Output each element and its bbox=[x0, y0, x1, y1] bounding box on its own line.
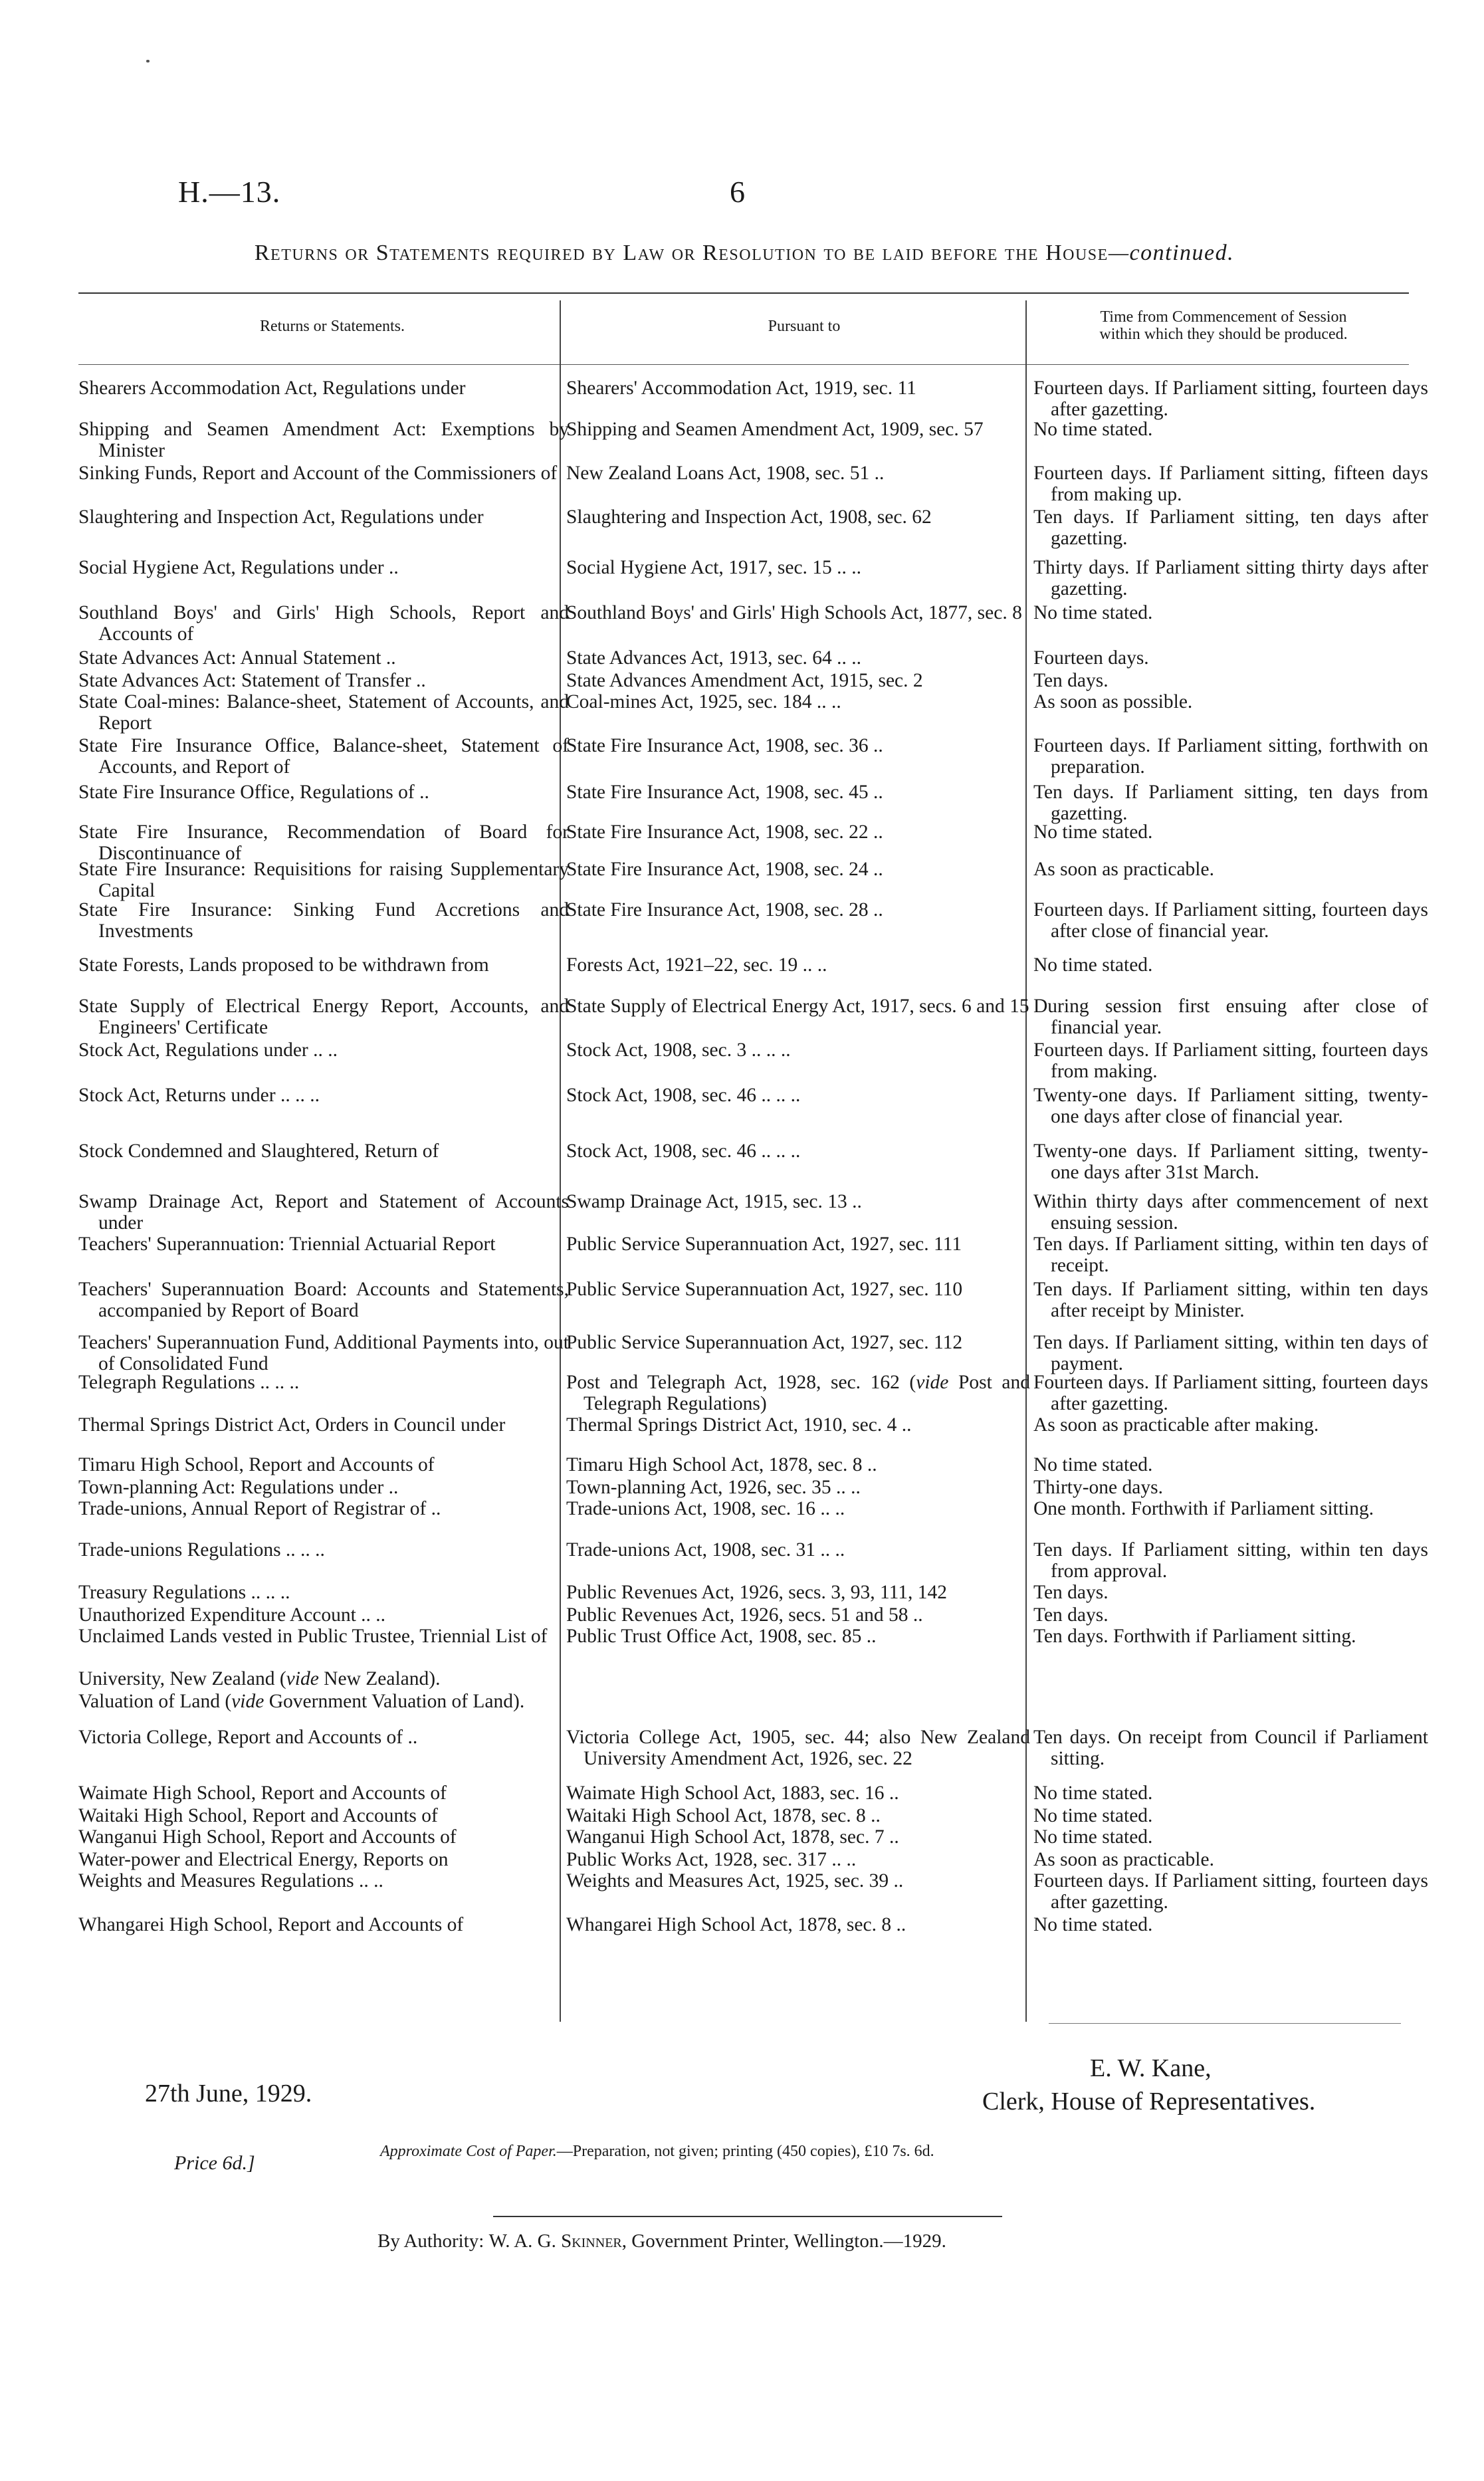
pursuant-cell: Victoria College Act, 1905, sec. 44; also New Zealand University Amendment Act, 1926, sec. 22 bbox=[566, 1727, 1030, 1769]
authority-suffix: , Government Printer, Wellington.—1929. bbox=[621, 2230, 946, 2252]
return-cell: State Coal-mines: Balance-sheet, Statement of Accounts, and Report bbox=[78, 691, 569, 734]
printer-name: W. A. G. Skinner bbox=[488, 2230, 622, 2252]
time-cell: Thirty-one days. bbox=[1033, 1477, 1163, 1498]
end-rule bbox=[1049, 2023, 1401, 2024]
pursuant-cell: New Zealand Loans Act, 1908, sec. 51 .. bbox=[566, 463, 885, 484]
pursuant-cell: Shipping and Seamen Amendment Act, 1909, sec. 57 bbox=[566, 419, 984, 440]
return-cell: Southland Boys' and Girls' High Schools, Report and Accounts of bbox=[78, 602, 569, 645]
pursuant-cell: Forests Act, 1921–22, sec. 19 .. .. bbox=[566, 954, 827, 976]
return-cell: Swamp Drainage Act, Report and Statement of Accounts under bbox=[78, 1191, 569, 1234]
return-cell: Shipping and Seamen Amendment Act: Exemptions by Minister bbox=[78, 419, 569, 461]
pursuant-cell: State Fire Insurance Act, 1908, sec. 22 .. bbox=[566, 821, 883, 843]
time-cell: No time stated. bbox=[1033, 602, 1153, 623]
pursuant-cell: Shearers' Accommodation Act, 1919, sec. 11 bbox=[566, 378, 916, 399]
pursuant-cell: Post and Telegraph Act, 1928, sec. 162 (vide Post and Telegraph Regulations) bbox=[566, 1372, 1030, 1414]
title-text: Returns or Statements required by Law or Resolution to be laid before the House bbox=[254, 241, 1109, 265]
pursuant-cell: Trade-unions Act, 1908, sec. 16 .. .. bbox=[566, 1498, 845, 1519]
page-number: 6 bbox=[730, 175, 745, 209]
return-cell: Shearers Accommodation Act, Regulations under bbox=[78, 378, 466, 399]
cost-text: —Preparation, not given; printing (450 copies), £10 7s. 6d. bbox=[556, 2143, 934, 2160]
return-cell: Victoria College, Report and Accounts of .. bbox=[78, 1727, 418, 1748]
pursuant-cell: Public Works Act, 1928, sec. 317 .. .. bbox=[566, 1849, 857, 1870]
time-cell: As soon as practicable after making. bbox=[1033, 1414, 1319, 1436]
pursuant-cell: Town-planning Act, 1926, sec. 35 .. .. bbox=[566, 1477, 861, 1498]
time-cell: No time stated. bbox=[1033, 1454, 1153, 1475]
time-cell: Ten days. If Parliament sitting, ten days from gazetting. bbox=[1033, 782, 1428, 824]
time-header-line1: Time from Commencement of Session bbox=[1100, 308, 1347, 326]
time-cell: Ten days. bbox=[1033, 670, 1109, 691]
time-cell: During session first ensuing after close of financial year. bbox=[1033, 996, 1428, 1038]
return-cell: University, New Zealand (vide New Zealand). bbox=[78, 1668, 441, 1689]
page-title bbox=[93, 241, 1396, 266]
return-cell: State Fire Insurance Office, Regulations of .. bbox=[78, 782, 429, 803]
pursuant-cell: State Fire Insurance Act, 1908, sec. 36 .. bbox=[566, 735, 883, 756]
time-cell: Fourteen days. bbox=[1033, 647, 1149, 669]
authority-prefix: By Authority: bbox=[377, 2230, 484, 2252]
paper-reference: H.—13. bbox=[178, 175, 281, 209]
time-cell: Within thirty days after commencement of next ensuing session. bbox=[1033, 1191, 1428, 1234]
return-cell: State Fire Insurance, Recommendation of Board for Discontinuance of bbox=[78, 821, 569, 864]
time-cell: Ten days. Forthwith if Parliament sitting. bbox=[1033, 1626, 1356, 1647]
return-cell: Waitaki High School, Report and Accounts of bbox=[78, 1805, 438, 1826]
time-cell: No time stated. bbox=[1033, 1826, 1153, 1848]
approximate-cost bbox=[380, 2143, 934, 2161]
price: Price 6d.] bbox=[174, 2152, 255, 2174]
time-cell: Ten days. bbox=[1033, 1582, 1109, 1603]
return-cell: Valuation of Land (vide Government Valuation of Land). bbox=[78, 1691, 525, 1712]
pursuant-cell: State Advances Act, 1913, sec. 64 .. .. bbox=[566, 647, 862, 669]
authority-rule bbox=[493, 2216, 1002, 2217]
return-cell: Stock Act, Returns under .. .. .. bbox=[78, 1085, 320, 1106]
return-cell: State Supply of Electrical Energy Report, Accounts, and Engineers' Certificate bbox=[78, 996, 569, 1038]
pursuant-cell: Waimate High School Act, 1883, sec. 16 .. bbox=[566, 1782, 899, 1804]
pursuant-cell: Stock Act, 1908, sec. 3 .. .. .. bbox=[566, 1039, 791, 1061]
pursuant-cell: Slaughtering and Inspection Act, 1908, sec. 62 bbox=[566, 506, 932, 528]
pursuant-cell: Stock Act, 1908, sec. 46 .. .. .. bbox=[566, 1085, 801, 1106]
authority-line bbox=[377, 2230, 946, 2252]
return-cell: Treasury Regulations .. .. .. bbox=[78, 1582, 290, 1603]
return-cell: Whangarei High School, Report and Accounts of bbox=[78, 1914, 464, 1935]
return-cell: Timaru High School, Report and Accounts of bbox=[78, 1454, 435, 1475]
time-cell: Ten days. bbox=[1033, 1604, 1109, 1626]
pursuant-cell: Waitaki High School Act, 1878, sec. 8 .. bbox=[566, 1805, 881, 1826]
return-cell: Teachers' Superannuation Board: Accounts and Statements, accompanied by Report of Board bbox=[78, 1279, 569, 1321]
return-cell: State Fire Insurance: Requisitions for raising Supplementary Capital bbox=[78, 859, 569, 901]
time-cell: Ten days. If Parliament sitting, within ten days of receipt. bbox=[1033, 1234, 1428, 1276]
pursuant-cell: Stock Act, 1908, sec. 46 .. .. .. bbox=[566, 1140, 801, 1162]
return-cell: State Advances Act: Statement of Transfer .. bbox=[78, 670, 426, 691]
time-cell: Ten days. If Parliament sitting, within ten days after receipt by Minister. bbox=[1033, 1279, 1428, 1321]
pursuant-cell: Public Service Superannuation Act, 1927, sec. 110 bbox=[566, 1279, 963, 1300]
return-cell: Trade-unions, Annual Report of Registrar of .. bbox=[78, 1498, 441, 1519]
time-cell: One month. Forthwith if Parliament sitting. bbox=[1033, 1498, 1374, 1519]
cost-label: Approximate Cost of Paper. bbox=[380, 2143, 557, 2160]
return-cell: Stock Condemned and Slaughtered, Return of bbox=[78, 1140, 439, 1162]
pursuant-cell: Social Hygiene Act, 1917, sec. 15 .. .. bbox=[566, 557, 862, 578]
document-date: 27th June, 1929. bbox=[145, 2080, 312, 2107]
time-cell: Fourteen days. If Parliament sitting, fourteen days after close of financial year. bbox=[1033, 899, 1428, 942]
pursuant-cell: Wanganui High School Act, 1878, sec. 7 .. bbox=[566, 1826, 899, 1848]
pursuant-cell: Coal-mines Act, 1925, sec. 184 .. .. bbox=[566, 691, 841, 712]
return-cell: Trade-unions Regulations .. .. .. bbox=[78, 1539, 325, 1561]
return-cell: State Forests, Lands proposed to be withdrawn from bbox=[78, 954, 489, 976]
time-cell: Ten days. On receipt from Council if Parliament sitting. bbox=[1033, 1727, 1428, 1769]
time-cell: Fourteen days. If Parliament sitting, fifteen days from making up. bbox=[1033, 463, 1428, 505]
time-cell: Fourteen days. If Parliament sitting, fourteen days after gazetting. bbox=[1033, 1372, 1428, 1414]
time-cell: No time stated. bbox=[1033, 419, 1153, 440]
time-cell: As soon as practicable. bbox=[1033, 859, 1214, 880]
time-cell: Twenty-one days. If Parliament sitting, twenty-one days after 31st March. bbox=[1033, 1140, 1428, 1183]
pursuant-cell: Southland Boys' and Girls' High Schools Act, 1877, sec. 8 bbox=[566, 602, 1022, 623]
return-cell: Teachers' Superannuation: Triennial Actuarial Report bbox=[78, 1234, 496, 1255]
return-cell: Unauthorized Expenditure Account .. .. bbox=[78, 1604, 386, 1626]
clerk-role: Clerk, House of Representatives. bbox=[982, 2088, 1316, 2115]
title-suffix: —continued. bbox=[1108, 241, 1235, 265]
time-cell: Fourteen days. If Parliament sitting, fourteen days after gazetting. bbox=[1033, 1870, 1428, 1913]
return-cell: State Fire Insurance Office, Balance-sheet, Statement of Accounts, and Report of bbox=[78, 735, 569, 778]
column-header-time bbox=[1034, 308, 1413, 343]
time-cell: No time stated. bbox=[1033, 1914, 1153, 1935]
return-cell: Water-power and Electrical Energy, Reports on bbox=[78, 1849, 449, 1870]
time-cell: No time stated. bbox=[1033, 821, 1153, 843]
return-cell: Thermal Springs District Act, Orders in Council under bbox=[78, 1414, 506, 1436]
pursuant-cell: Public Trust Office Act, 1908, sec. 85 .. bbox=[566, 1626, 877, 1647]
return-cell: Stock Act, Regulations under .. .. bbox=[78, 1039, 338, 1061]
time-cell: Fourteen days. If Parliament sitting, fourteen days after gazetting. bbox=[1033, 378, 1428, 420]
time-cell: Twenty-one days. If Parliament sitting, twenty-one days after close of financial year. bbox=[1033, 1085, 1428, 1127]
return-cell: Weights and Measures Regulations .. .. bbox=[78, 1870, 383, 1891]
return-cell: Teachers' Superannuation Fund, Additional Payments into, out of Consolidated Fund bbox=[78, 1332, 569, 1374]
time-cell: Ten days. If Parliament sitting, ten days after gazetting. bbox=[1033, 506, 1428, 549]
return-cell: Town-planning Act: Regulations under .. bbox=[78, 1477, 399, 1498]
return-cell: Social Hygiene Act, Regulations under .. bbox=[78, 557, 399, 578]
pursuant-cell: State Supply of Electrical Energy Act, 1917, secs. 6 and 15 bbox=[566, 996, 1029, 1017]
return-cell: State Advances Act: Annual Statement .. bbox=[78, 647, 396, 669]
time-cell: Ten days. If Parliament sitting, within ten days from approval. bbox=[1033, 1539, 1428, 1582]
pursuant-cell: Public Service Superannuation Act, 1927, sec. 111 bbox=[566, 1234, 962, 1255]
pursuant-cell: Public Revenues Act, 1926, secs. 51 and 58 .. bbox=[566, 1604, 923, 1626]
pursuant-cell: State Fire Insurance Act, 1908, sec. 28 .. bbox=[566, 899, 883, 920]
return-cell: Sinking Funds, Report and Account of the Commissioners of bbox=[78, 463, 558, 484]
time-cell: As soon as possible. bbox=[1033, 691, 1193, 712]
clerk-name: E. W. Kane, bbox=[1090, 2054, 1212, 2082]
pursuant-cell: Public Service Superannuation Act, 1927, sec. 112 bbox=[566, 1332, 963, 1353]
time-cell: Ten days. If Parliament sitting, within ten days of payment. bbox=[1033, 1332, 1428, 1374]
time-cell: Fourteen days. If Parliament sitting, fourteen days from making. bbox=[1033, 1039, 1428, 1082]
pursuant-cell: Timaru High School Act, 1878, sec. 8 .. bbox=[566, 1454, 877, 1475]
pursuant-cell: Thermal Springs District Act, 1910, sec. 4 .. bbox=[566, 1414, 912, 1436]
header-bottom-rule bbox=[78, 364, 1409, 365]
pursuant-cell: State Fire Insurance Act, 1908, sec. 45 .. bbox=[566, 782, 883, 803]
time-cell: Thirty days. If Parliament sitting thirty days after gazetting. bbox=[1033, 557, 1428, 599]
time-cell: As soon as practicable. bbox=[1033, 1849, 1214, 1870]
return-cell: Unclaimed Lands vested in Public Trustee, Triennial List of bbox=[78, 1626, 548, 1647]
return-cell: State Fire Insurance: Sinking Fund Accretions and Investments bbox=[78, 899, 569, 942]
time-cell: No time stated. bbox=[1033, 1805, 1153, 1826]
pursuant-cell: Trade-unions Act, 1908, sec. 31 .. .. bbox=[566, 1539, 845, 1561]
return-cell: Slaughtering and Inspection Act, Regulations under bbox=[78, 506, 484, 528]
pursuant-cell: State Fire Insurance Act, 1908, sec. 24 .. bbox=[566, 859, 883, 880]
return-cell: Waimate High School, Report and Accounts of bbox=[78, 1782, 447, 1804]
time-cell: No time stated. bbox=[1033, 954, 1153, 976]
time-cell: No time stated. bbox=[1033, 1782, 1153, 1804]
column-header-pursuant: Pursuant to bbox=[768, 318, 841, 335]
return-cell: Telegraph Regulations .. .. .. bbox=[78, 1372, 300, 1393]
column-header-returns: Returns or Statements. bbox=[260, 318, 405, 335]
table-top-rule bbox=[78, 292, 1409, 294]
pursuant-cell: Swamp Drainage Act, 1915, sec. 13 .. bbox=[566, 1191, 862, 1212]
time-header-line2: within which they should be produced. bbox=[1099, 326, 1348, 343]
pursuant-cell: Weights and Measures Act, 1925, sec. 39 .. bbox=[566, 1870, 904, 1891]
pursuant-cell: Whangarei High School Act, 1878, sec. 8 .. bbox=[566, 1914, 906, 1935]
time-cell: Fourteen days. If Parliament sitting, forthwith on preparation. bbox=[1033, 735, 1428, 778]
pursuant-cell: State Advances Amendment Act, 1915, sec. 2 bbox=[566, 670, 923, 691]
pursuant-cell: Public Revenues Act, 1926, secs. 3, 93, 111, 142 bbox=[566, 1582, 948, 1603]
return-cell: Wanganui High School, Report and Accounts of bbox=[78, 1826, 457, 1848]
print-speck bbox=[146, 60, 150, 62]
